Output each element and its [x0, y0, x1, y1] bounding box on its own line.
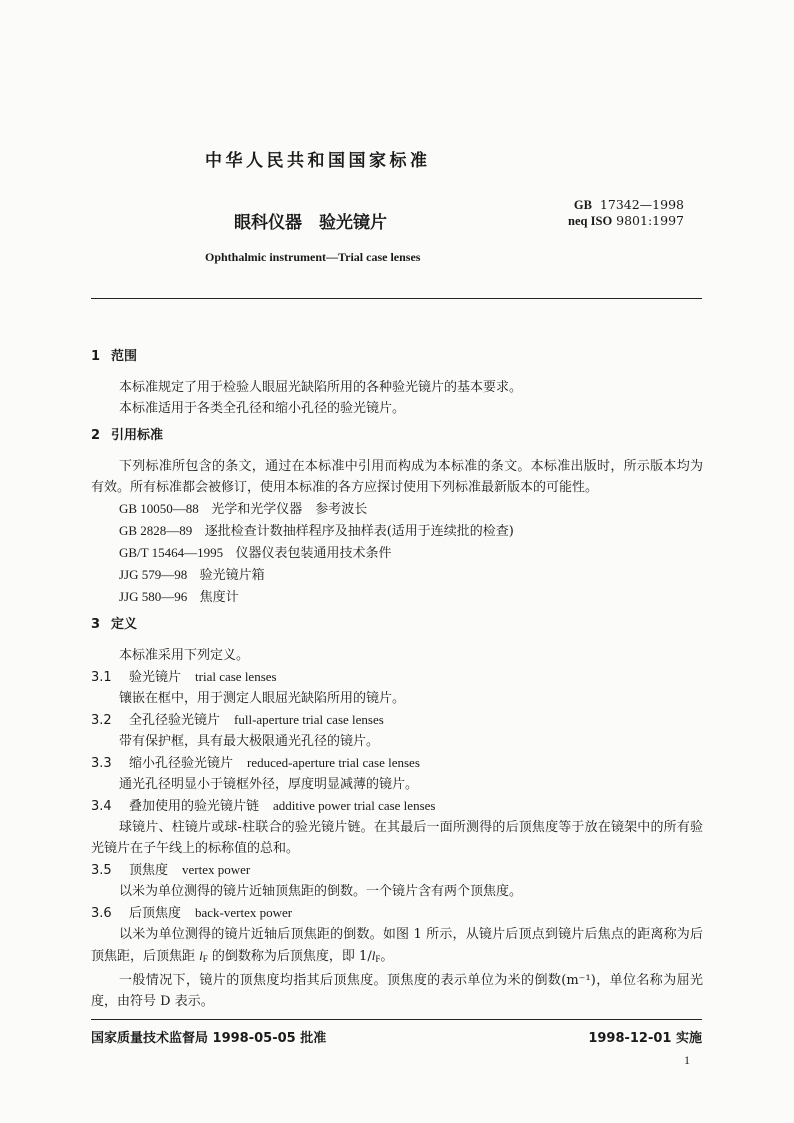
neq-prefix: neq ISO	[568, 214, 613, 228]
page-number: 1	[684, 1053, 690, 1067]
implementation-date: 1998-12-01 实施	[588, 1031, 702, 1046]
definition-text: 以米为单位测得的镜片近轴顶焦距的倒数。一个镜片含有两个顶焦度。	[119, 884, 523, 899]
section-heading: 2 引用标准	[91, 428, 164, 443]
reference-item: JJG 579—98 验光镜片箱	[119, 567, 265, 583]
std-number: 17342—1998	[599, 197, 684, 212]
english-title: Ophthalmic instrument—Trial case lenses	[205, 250, 421, 264]
definition-heading: 3.4 叠加使用的验光镜片链 additive power trial case lenses	[91, 798, 436, 814]
document-body	[91, 346, 703, 1012]
neq-number: 9801:1997	[616, 213, 684, 228]
paragraph: 下列标准所包含的条文，通过在本标准中引用而构成为本标准的条文。本标准出版时，所示版本均为有效。所有标准都会被修订，使用本标准的各方应探讨使用下列标准最新版本的可能性。	[91, 459, 703, 495]
document-title: 眼科仪器 验光镜片	[234, 213, 387, 233]
paragraph: 本标准采用下列定义。	[119, 648, 250, 663]
reference-item: JJG 580—96 焦度计	[119, 589, 239, 605]
paragraph: 本标准适用于各类全孔径和缩小孔径的验光镜片。	[119, 401, 406, 416]
definition-text: 球镜片、柱镜片或球-柱联合的验光镜片链。在其最后一面所测得的后顶焦度等于放在镜架中的所有验光镜片在子午线上的标称值的总和。	[91, 820, 703, 856]
definition-text: 一般情况下，镜片的顶焦度均指其后顶焦度。顶焦度的表示单位为米的倒数(m⁻¹)，单位名称为屈光度，由符号 D 表示。	[91, 973, 703, 1009]
definition-heading: 3.6 后顶焦度 back-vertex power	[91, 905, 293, 921]
std-prefix: GB	[573, 198, 592, 212]
definition-text: 带有保护框，具有最大极限通光孔径的镜片。	[119, 734, 380, 749]
national-standard-heading: 中华人民共和国国家标准	[205, 151, 431, 171]
definition-heading: 3.5 顶焦度 vertex power	[91, 862, 251, 878]
paragraph: 本标准规定了用于检验人眼屈光缺陷所用的各种验光镜片的基本要求。	[119, 380, 523, 395]
reference-item: GB 2828—89 逐批检查计数抽样程序及抽样表(适用于连续批的检查)	[119, 523, 514, 539]
header-divider	[91, 298, 702, 299]
definition-text: 镶嵌在框中，用于测定人眼屈光缺陷所用的镜片。	[119, 691, 406, 706]
standard-number-block	[568, 197, 684, 229]
section-heading: 1 范围	[91, 349, 138, 364]
approval-line: 国家质量技术监督局 1998-05-05 批准	[91, 1031, 327, 1046]
definition-heading: 3.3 缩小孔径验光镜片 reduced-aperture trial case lenses	[91, 755, 420, 771]
definition-heading: 3.1 验光镜片 trial case lenses	[91, 669, 277, 685]
reference-item: GB/T 15464—1995 仪器仪表包装通用技术条件	[119, 545, 392, 561]
definition-text: 以米为单位测得的镜片近轴后顶焦距的倒数。如图 1 所示，从镜片后顶点到镜片后焦点的距离称为后顶焦距，后顶焦距 lF 的倒数称为后顶焦度，即 1/lF。	[91, 927, 703, 964]
definition-heading: 3.2 全孔径验光镜片 full-aperture trial case lenses	[91, 712, 384, 728]
definition-text: 通光孔径明显小于镜框外径，厚度明显减薄的镜片。	[119, 777, 419, 792]
footer-divider	[91, 1019, 702, 1020]
reference-item: GB 10050—88 光学和光学仪器 参考波长	[119, 501, 368, 517]
section-heading: 3 定义	[91, 617, 138, 632]
